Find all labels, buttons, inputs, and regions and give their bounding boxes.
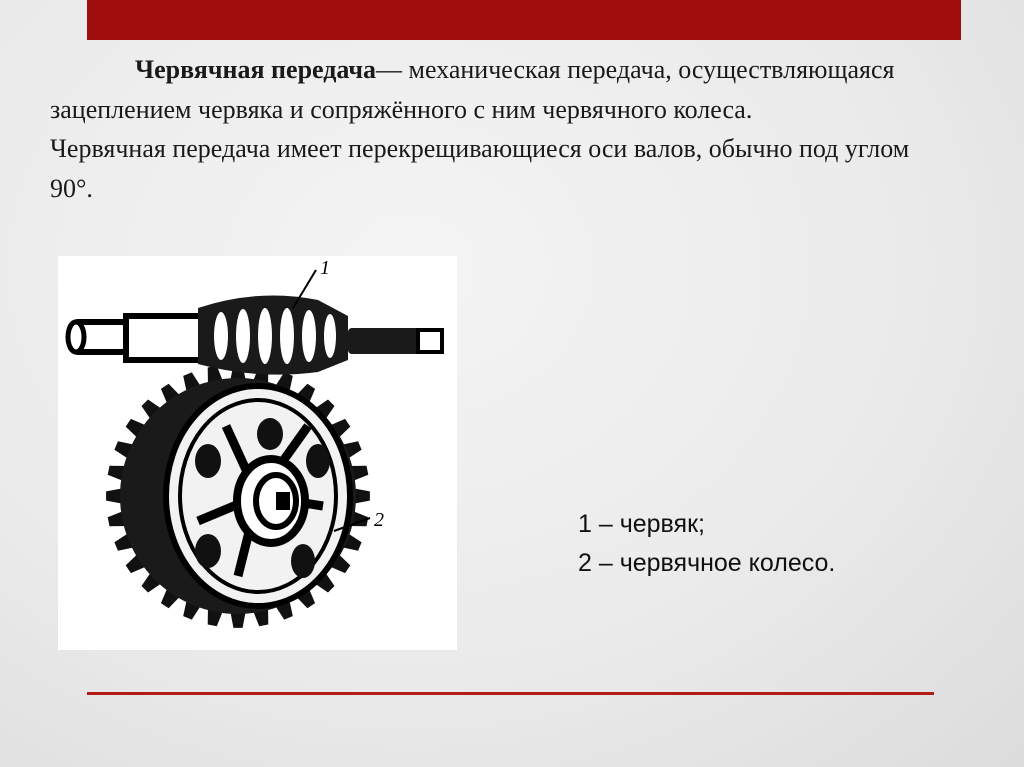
legend-item-worm-wheel: 2 – червячное колесо.	[578, 549, 836, 577]
definition-text: механическая передача, осуществляющаяся зацеплением червяка и сопряжённого с ним червячного колеса.	[50, 55, 895, 124]
slide-text	[50, 50, 930, 208]
worm	[68, 296, 443, 375]
definition-dash: —	[376, 55, 409, 84]
callout-1-label: 1	[320, 257, 330, 279]
footer-divider	[87, 692, 934, 695]
worm-wheel	[106, 364, 370, 628]
legend-item-worm: 1 – червяк;	[578, 510, 705, 538]
callout-2-label: 2	[374, 509, 384, 531]
definition-term: Червячная передача	[135, 55, 377, 84]
legend	[578, 505, 835, 583]
worm-gear-drawing	[58, 256, 457, 650]
worm-gear-illustration	[58, 256, 457, 650]
definition-paragraph	[50, 50, 930, 129]
header-accent-bar	[87, 0, 961, 40]
axes-paragraph: Червячная передача имеет перекрещивающиеся оси валов, обычно под углом 90°.	[50, 134, 910, 203]
